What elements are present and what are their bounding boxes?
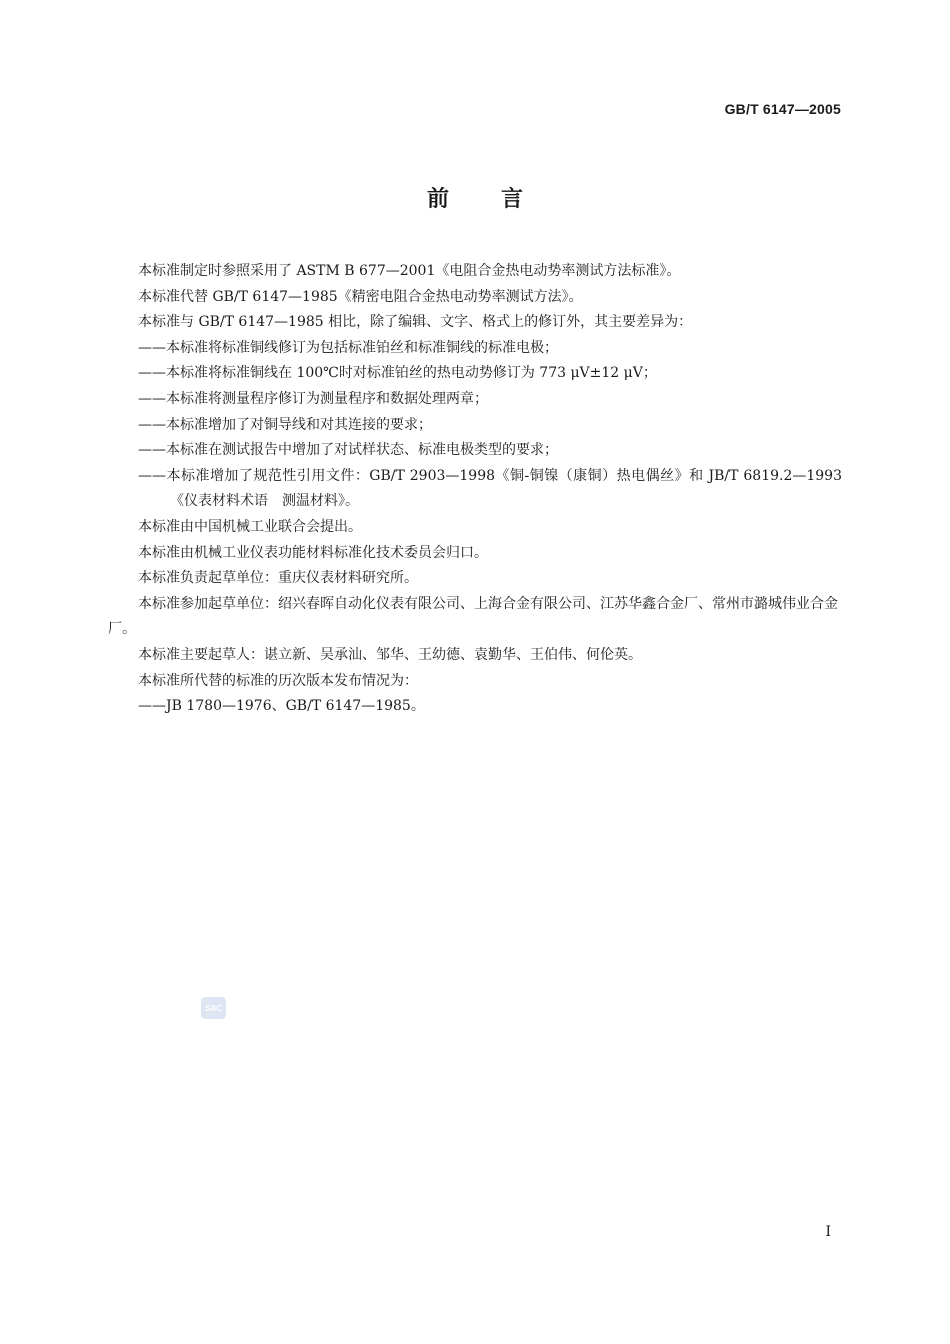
paragraph-differences-intro: 本标准与 GB/T 6147—1985 相比，除了编辑、文字、格式上的修订外，其主要差异为：: [138, 314, 693, 331]
page-number: I: [825, 1224, 831, 1240]
paragraph-main-drafters: 本标准主要起草人：谌立新、吴承汕、邹华、王幼德、袁勤华、王伯伟、何伦英。: [138, 646, 642, 663]
standard-code: GB/T 6147—2005: [724, 101, 841, 117]
list-item: ——本标准增加了对铜导线和对其连接的要求；: [138, 416, 432, 433]
paragraph-replaces: 本标准代替 GB/T 6147—1985《精密电阻合金热电动势率测试方法》。: [138, 288, 583, 305]
page-title: 前言: [426, 187, 575, 212]
paragraph-version-history: 本标准所代替的标准的历次版本发布情况为：: [138, 672, 418, 689]
list-item: ——本标准在测试报告中增加了对试样状态、标准电极类型的要求；: [138, 442, 558, 459]
paragraph-drafting-unit: 本标准负责起草单位：重庆仪表材料研究所。: [138, 570, 418, 587]
foreword-body: [108, 259, 842, 720]
list-item: ——本标准将标准铜线修订为包括标准铂丝和标准铜线的标准电极；: [138, 339, 558, 356]
list-item: ——本标准将标准铜线在 100℃时对标准铂丝的热电动势修订为 773 μV±12 μV；: [138, 365, 657, 382]
list-item: ——JB 1780—1976、GB/T 6147—1985。: [138, 698, 425, 715]
paragraph-centralized-by: 本标准由机械工业仪表功能材料标准化技术委员会归口。: [138, 544, 488, 561]
list-item: ——本标准将测量程序修订为测量程序和数据处理两章；: [138, 390, 488, 407]
list-item: ——本标准增加了规范性引用文件：GB/T 2903—1998《铜-铜镍（康铜）热电偶丝》和 JB/T 6819.2—1993《仪表材料术语 测温材料》。: [138, 467, 842, 510]
paragraph-reference-standard: 本标准制定时参照采用了 ASTM B 677—2001《电阻合金热电动势率测试方法标准》。: [138, 263, 681, 279]
sac-watermark-logo: SAC: [201, 997, 226, 1019]
paragraph-proposed-by: 本标准由中国机械工业联合会提出。: [138, 518, 362, 535]
paragraph-participating-units: 本标准参加起草单位：绍兴春晖自动化仪表有限公司、上海合金有限公司、江苏华鑫合金厂、常州市潞城伟业合金厂。: [108, 595, 838, 638]
